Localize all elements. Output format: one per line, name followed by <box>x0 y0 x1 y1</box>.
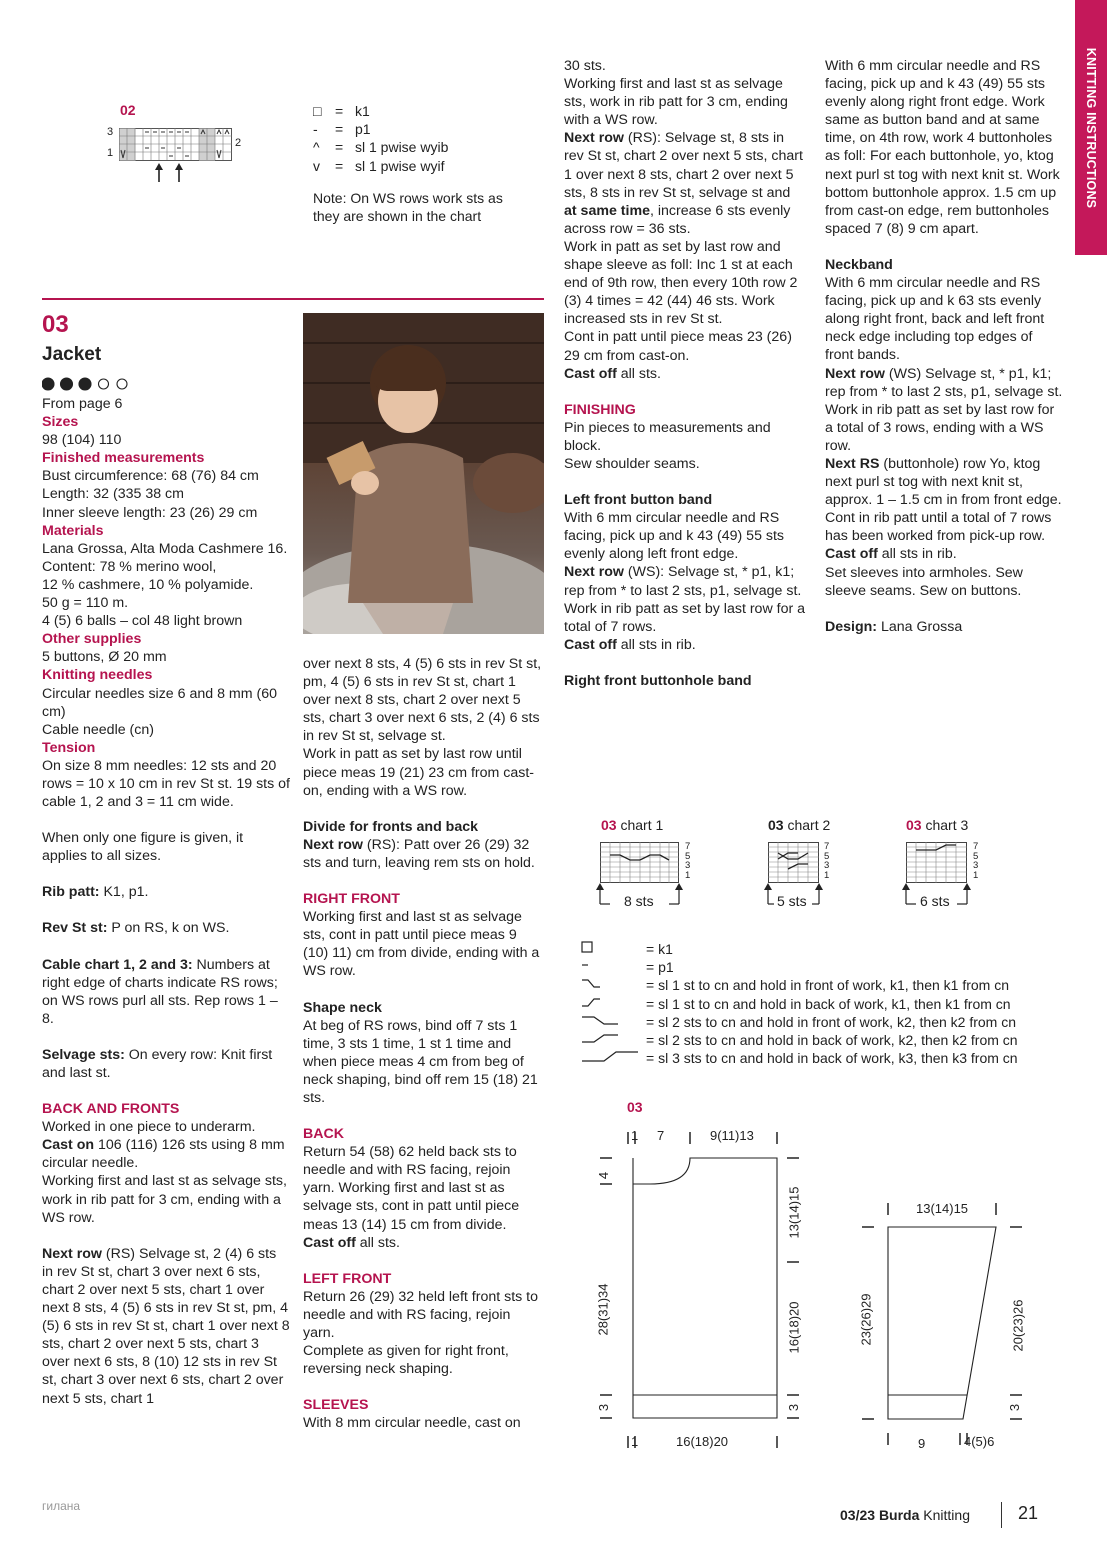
sleeve-dim-left: 23(26)29 <box>858 1293 874 1346</box>
chart-1-width-label: 8 sts <box>624 893 654 909</box>
chart-3-title: 03 chart 3 <box>906 817 969 833</box>
sleeve-schematic <box>850 1195 1030 1455</box>
dash-icon <box>580 958 594 972</box>
legend-item: = sl 2 sts to cn and hold in back of work, k2, then k2 from cn <box>580 1031 1018 1049</box>
body-dim-length: 28(31)34 <box>595 1283 611 1336</box>
sleeve-dim-right: 20(23)26 <box>1010 1299 1026 1352</box>
sleeve-dim-bottom-inc: 4(5)6 <box>964 1434 995 1449</box>
section-heading: Other supplies <box>42 631 142 648</box>
legend-item: = k1 <box>580 940 1018 958</box>
sleeve-dim-rib: 3 <box>1007 1403 1023 1412</box>
section-heading: BACK AND FRONTS <box>42 1101 180 1118</box>
section-heading: Divide for fronts and back <box>303 818 479 835</box>
difficulty-rating <box>42 374 142 394</box>
body-dim-rib-left: 3 <box>596 1403 612 1412</box>
body-dim-neck: 4 <box>596 1171 612 1180</box>
cable-chart-2 <box>764 842 854 910</box>
pattern-number: 03 <box>42 311 69 338</box>
chart-02-row-label: 3 <box>107 126 114 138</box>
chart-02-legend <box>313 102 523 225</box>
sleeve-dim-top: 13(14)15 <box>916 1201 969 1216</box>
section-tab: KNITTING INSTRUCTIONS <box>1075 0 1107 255</box>
chart-2-row-labels: 7 5 3 1 <box>824 841 830 881</box>
body-dim-armhole: 13(14)15 <box>786 1186 802 1239</box>
cable-back-1-icon <box>580 995 610 1009</box>
section-rule <box>42 298 544 300</box>
section-heading: Neckband <box>825 256 893 273</box>
cable-back-2-icon <box>580 1031 624 1045</box>
cable-chart-1 <box>596 842 696 910</box>
body-schematic <box>595 1122 815 1462</box>
section-heading: Finished measurements <box>42 450 205 467</box>
legend-item: = sl 1 st to cn and hold in front of work, k1, then k1 from cn <box>580 976 1018 994</box>
body-dim-width: 16(18)20 <box>676 1434 729 1449</box>
column-4: With 6 mm circular needle and RS facing, pick up and k 43 (49) 55 sts evenly along right front edge. Work same as button band and at same time, on 4th row, work 4 buttonholes as foll: For each buttonhole, yo, ktog next purl st tog with next knit st. Work bottom buttonhole approx. 1.5 cm up from cast-on edge, rem buttonholes spaced 7 (8) 9 cm apart. Neckband With 6 mm circular needle and RS facing, pick up and k 63 sts evenly along right front, back and left front neck edge including top edges of front bands. Next row (WS) Selvage st, * p1, k1; rep from * to last 2 sts, p1, selvage st. Work in rib patt as set by last row for a total of 3 rows, ending with a WS row. Next RS (buttonhole) row Yo, ktog next purl st tog with next knit st, approx. 1 – 1.5 cm in from front edge. Cont in rib patt until a total of 7 rows has been worked from pick-up row. Cast off all sts in rib. Set sleeves into armholes. Sew sleeve seams. Sew on buttons. Design: Lana Grossa <box>825 58 1063 635</box>
cable-front-1-icon <box>580 976 610 990</box>
section-heading: Right front buttonhole band <box>564 672 752 689</box>
caret-icon: ^ <box>313 139 320 156</box>
cable-front-2-icon <box>580 1013 624 1027</box>
section-heading: Sizes <box>42 414 79 431</box>
chart-02-row-label: 1 <box>107 147 114 159</box>
empty-square-icon: □ <box>313 103 322 119</box>
chart-3-width-label: 6 sts <box>920 893 950 909</box>
chart-02-right-label: 2 <box>235 137 242 149</box>
section-heading: FINISHING <box>564 401 636 418</box>
dash-icon: - <box>313 121 318 138</box>
section-heading: LEFT FRONT <box>303 1270 392 1287</box>
legend-note: Note: On WS rows work sts as they are shown in the chart <box>313 189 503 225</box>
chart-02-grid <box>119 128 233 182</box>
cable-legend <box>580 940 1018 1067</box>
body-dim-top-7: 7 <box>657 1128 665 1143</box>
section-heading: RIGHT FRONT <box>303 891 400 908</box>
legend-item: □ = k1 <box>313 103 370 119</box>
legend-item: = sl 3 sts to cn and hold in back of work, k3, then k3 from cn <box>580 1049 1018 1067</box>
body-dim-top-1: 1 <box>631 1128 639 1143</box>
chart-1-title: 03 chart 1 <box>601 817 664 833</box>
v-icon: v <box>313 157 320 174</box>
difficulty-dot <box>61 378 73 390</box>
empty-square-icon <box>580 940 594 954</box>
difficulty-dot <box>79 378 91 390</box>
child-illustration <box>303 313 544 634</box>
legend-item: = sl 2 sts to cn and hold in front of work, k2, then k2 from cn <box>580 1013 1018 1031</box>
column-1: 03 Jacket From page 6 Sizes 98 (104) 110 Finished measurements Bust circumference: 68 (76) 84 cm Length: 32 (335 38 cm Inner sleeve length: 23 (26) 29 cm Materials Lana Grossa, Alta Moda Cashmere 16. Content: 78 % merino wool, 12 % cashmere, 10 % polyamide. 50 g = 110 m. 4 (5) 6 balls – col 48 light brown Other supplies 5 buttons, Ø 20 mm Knitting needles Circular needles size 6 and 8 mm (60 cm) Cable needle (cn) Tension On size 8 mm needles: 12 sts and 20 rows = 10 x 10 cm in rev St st. 19 sts of cable 1, 2 and 3 = 11 cm wide. When only one figure is given, it applies to all sizes. Rib patt: K1, p1. Rev St st: P on RS, k on WS. Cable chart 1, 2 and 3: Numbers at right edge of charts indicate RS rows; on WS rows purl all sts. Rep rows 1 – 8. Selvage sts: On every row: Knit first and last st. BACK AND FRONTS Worked in one piece to underarm. Cast on 106 (116) 126 sts using 8 mm circular needle. Working first and last st as selvage sts, work in rib patt for 3 cm, ending with a WS row. Next row (RS) Selvage st, 2 (4) 6 sts in rev St st, chart 3 over next 6 sts, chart 2 over next 5 sts, chart 1 over next 8 sts, 4 (5) 6 sts in rev St st, pm, 4 (5) 6 sts in rev St st, chart 1 over next 8 sts, chart 2 over next 5 sts, chart 3 over next 6 sts, 8 (10) 12 sts in rev St st, chart 3 over next 6 sts, chart 2 over next 5 sts, chart 1 <box>42 311 290 1407</box>
difficulty-dot <box>42 378 54 390</box>
legend-item: ^ = sl 1 pwise wyib <box>313 139 449 156</box>
pattern-name: Jacket <box>42 344 102 365</box>
footer-divider <box>1001 1502 1002 1528</box>
chart-3-row-labels: 7 5 3 1 <box>973 841 979 881</box>
section-heading: Shape neck <box>303 999 382 1016</box>
column-2: over next 8 sts, 4 (5) 6 sts in rev St st, pm, 4 (5) 6 sts in rev St st, chart 1 over next 8 sts, chart 2 over next 5 sts, chart 3 over next 6 sts, 2 (4) 6 sts in rev St st, selvage st. Work in patt as set by last row until piece meas 19 (21) 23 cm from cast-on, ending with a WS row. Divide for fronts and back Next row (RS): Patt over 26 (29) 32 sts and turn, leaving rem sts on hold. RIGHT FRONT Working first and last st as selvage sts, cont in patt until piece meas 9 (10) 11) cm from divide, ending with a WS row. Shape neck At beg of RS rows, bind off 7 sts 1 time, 3 sts 1 time, 1 st 1 time and when piece meas 4 cm from beg of neck shaping, bind off rem 15 (18) 21 sts. BACK Return 54 (58) 62 held back sts to needle and with RS facing, rejoin yarn. Working first and last st as selvage sts, cont in patt until piece meas 13 (14) 15 cm from divide. Cast off all sts. LEFT FRONT Return 26 (29) 32 held left front sts to needle and with RS facing, rejoin yarn. Complete as given for right front, reversing neck shaping. SLEEVES With 8 mm circular needle, cast on <box>303 655 544 1432</box>
section-heading: Materials <box>42 522 104 539</box>
column-3: 30 sts. Working first and last st as selvage sts, work in rib patt for 3 cm, ending with a WS row. Next row (RS): Selvage st, 8 sts in rev St st, chart 2 over next 5 sts, chart 1 over next 8 sts, chart 2 over next 5 sts, 8 sts in rev St st, selvage st and at same time, increase 6 sts evenly across row = 36 sts. Work in patt as set by last row and shape sleeve as foll: Inc 1 st at each end of 9th row, then every 10th row 2 (3) 4 times = 42 (44) 46 sts. Work increased sts in rev St st. Cont in patt until piece meas 23 (26) 29 cm from cast-on. Cast off all sts. FINISHING Pin pieces to measurements and block. Sew shoulder seams. Left front button band With 6 mm circular needle and RS facing, pick up and k 43 (49) 55 sts evenly along left front edge. Next row (WS): Selvage st, * p1, k1; rep from * to last 2 sts, p1, selvage st. Work in rib patt as set by last row for a total of 7 rows. Cast off all sts in rib. Right front buttonhole band <box>564 58 806 689</box>
legend-item: v = sl 1 pwise wyif <box>313 157 445 174</box>
body-dim-side: 16(18)20 <box>786 1301 802 1354</box>
page-number: 21 <box>1018 1503 1039 1523</box>
sleeve-dim-bottom-9: 9 <box>918 1436 926 1451</box>
legend-item: - = p1 <box>313 121 371 138</box>
legend-item: = p1 <box>580 958 1018 976</box>
difficulty-dot <box>99 379 109 389</box>
watermark: гилана <box>42 1499 81 1513</box>
cable-chart-3 <box>902 842 992 910</box>
chart-2-title: 03 chart 2 <box>768 817 831 833</box>
section-heading: SLEEVES <box>303 1397 369 1414</box>
section-heading: Tension <box>42 739 96 756</box>
cable-back-3-icon <box>580 1049 640 1063</box>
issue-line: 03/23 Burda Knitting <box>840 1507 970 1523</box>
jacket-photo <box>303 313 544 634</box>
section-heading: Knitting needles <box>42 667 153 684</box>
schematic-title: 03 <box>627 1099 643 1115</box>
section-heading: BACK <box>303 1126 344 1143</box>
chart-02-title: 02 <box>120 102 136 118</box>
chart-02 <box>104 102 254 182</box>
chart-1-row-labels: 7 5 3 1 <box>685 841 691 881</box>
body-dim-rib-right: 3 <box>786 1403 802 1412</box>
body-dim-shoulder: 9(11)13 <box>710 1128 754 1143</box>
difficulty-dot <box>117 379 127 389</box>
chart-2-width-label: 5 sts <box>777 893 807 909</box>
legend-item: = sl 1 st to cn and hold in back of work, k1, then k1 from cn <box>580 995 1018 1013</box>
body-dim-bottom-1: 1 <box>631 1434 639 1449</box>
section-heading: Left front button band <box>564 492 713 509</box>
